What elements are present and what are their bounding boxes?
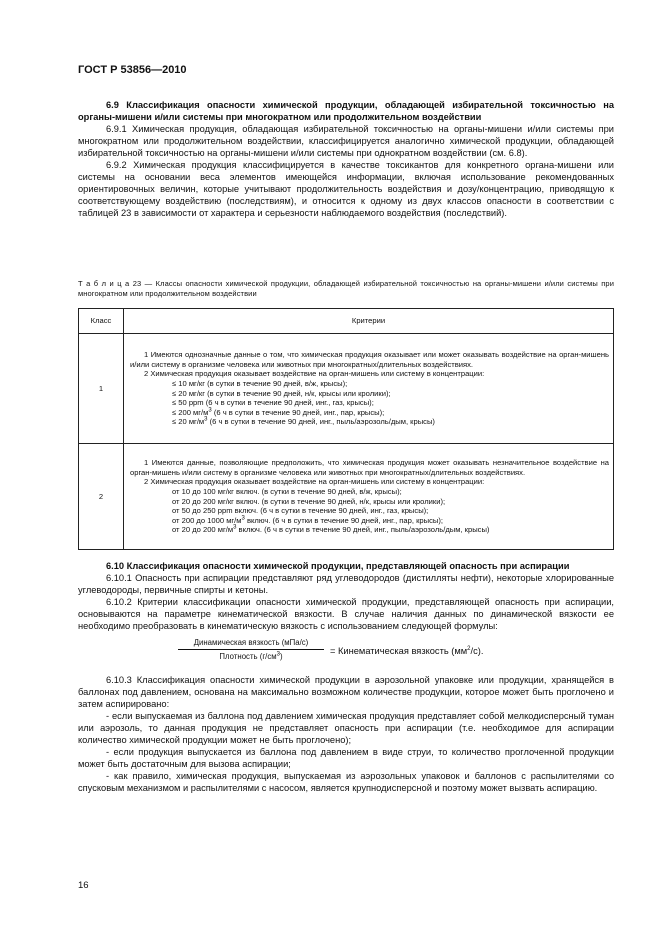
section-6-9-title: 6.9 Классификация опасности химической продукции, обладающей избирательной токсичностью на органы-мишени и/или системы при многократном или продолжительном воздействии (78, 100, 614, 122)
criteria-value: от 20 до 200 мг/кг включ. (в сутки в течение 90 дней, н/к, крысы или кролики); (172, 496, 446, 506)
class-cell: 2 (79, 444, 124, 550)
value-text: включ. (6 ч в сутки в течение 90 дней, инг., пар, крысы); (244, 515, 443, 525)
paragraph-6-9-1: 6.9.1 Химическая продукция, обладающая избирательной токсичностью на органы-мишени и/или системы при многократном или продолжительном воздействии, классифицируется аналогично химической продукции, обладающей избирательной токсичностью на органы-мишени и/или системы при однократном воздействии (см. 6.8). (78, 124, 614, 158)
viscosity-formula (78, 638, 614, 668)
superscript: 3 (241, 515, 245, 522)
value-text: (6 ч в сутки в течение 90 дней, инг., пыль/аэрозоль/дым, крысы) (207, 417, 435, 427)
criteria-value: от 10 до 100 мг/кг включ. (в сутки в течение 90 дней, в/ж, крысы); (172, 486, 402, 496)
criteria-value (130, 408, 609, 418)
value-text: включ. (6 ч в сутки в течение 90 дней, инг., пыль/аэрозоль/дым, крысы) (236, 525, 490, 535)
criteria-line: 2 Химическая продукция оказывает воздействие на орган-мишень или систему в концентрации: (144, 369, 485, 379)
class-cell: 1 (79, 334, 124, 444)
criteria-value: ≤ 10 мг/кг (в сутки в течение 90 дней, в/ж, крысы); (172, 378, 348, 388)
criteria-line: 1 Имеются однозначные данные о том, что химическая продукция оказывает или может оказывать воздействие на орган-мишень и/или систему в организме человека или животных при многократных/длительных воздействиях. (130, 350, 609, 369)
superscript: 3 (276, 651, 280, 658)
superscript: 3 (233, 524, 237, 531)
value-text: ≤ 20 мг/м (172, 417, 205, 427)
section-6-10 (78, 560, 614, 794)
column-header-criteria: Критерии (124, 309, 614, 334)
criteria-value: от 50 до 250 ppm включ. (6 ч в сутки в течение 90 дней, инг., газ, крысы); (172, 506, 429, 516)
criteria-value: ≤ 50 ppm (6 ч в сутки в течение 90 дней, инг., газ, крысы); (172, 398, 374, 408)
document-header: ГОСТ Р 53856—2010 (78, 64, 187, 76)
criteria-cell (124, 334, 614, 444)
criteria-value (130, 525, 609, 535)
bullet-item: - как правило, химическая продукция, выпускаемая из аэрозольных упаковок и баллонов с распылителями со спусковым механизмом и распылителями с насосом, является крупнодисперсной и поэтому может вызвать аспирацию. (78, 771, 614, 793)
page-number: 16 (78, 880, 89, 891)
formula-fraction (178, 638, 324, 661)
section-6-9 (78, 99, 614, 219)
result-text: = Кинематическая вязкость (мм (330, 646, 468, 656)
formula-result (330, 646, 483, 656)
criteria-value (130, 417, 609, 427)
criteria-value: ≤ 20 мг/кг (в сутки в течение 90 дней, н/к, крысы или кролики); (172, 388, 391, 398)
value-text: от 20 до 200 мг/м (172, 525, 234, 535)
formula-numerator: Динамическая вязкость (мПа/с) (178, 638, 324, 650)
table-caption: Т а б л и ц а 23 — Классы опасности химической продукции, обладающей избирательной токсичностью на органы-мишени и/или системы при многократном или продолжительном воздействии (78, 279, 614, 298)
value-text: (6 ч в сутки в течение 90 дней, инг., пар, крысы); (211, 407, 385, 417)
bullet-item: - если выпускаемая из баллона под давлением химическая продукция представляет собой мелкодисперсный туман или аэрозоль, то данная продукция не представляет опасность при аспирации (т.е. необходимое для аспирации количество химической продукции может не быть проглочено); (78, 711, 614, 745)
table-row (79, 334, 614, 444)
classification-table (78, 308, 614, 550)
criteria-line: 1 Имеются данные, позволяющие предположить, что химическая продукция может оказывать незначительное воздействие на орган-мишень и/или систему в организме человека или животных при многократных/длительных воздействиях. (130, 458, 609, 477)
criteria-line: 2 Химическая продукция оказывает воздействие на орган-мишень или систему в концентрации: (144, 477, 485, 487)
denominator-text: ) (279, 652, 283, 661)
section-6-10-title: 6.10 Классификация опасности химической продукции, представляющей опасность при аспирации (106, 561, 570, 571)
column-header-class: Класс (79, 309, 124, 334)
superscript: 3 (208, 407, 212, 414)
paragraph-6-10-3: 6.10.3 Классификация опасности химической продукции в аэрозольной упаковке или продукции, хранящейся в баллонах под давлением, основана на максимально возможном количестве продукции, которое может быть проглочено и затем аспирировано: (78, 675, 614, 709)
value-text: ≤ 200 мг/м (172, 407, 209, 417)
formula-denominator (178, 650, 324, 661)
denominator-text: Плотность (г/см (219, 652, 277, 661)
paragraph-6-10-1: 6.10.1 Опасность при аспирации представляют ряд углеводородов (дистилляты нефти), некоторые хлорированные углеводороды, первичные спирты и кетоны. (78, 573, 614, 595)
value-text: от 200 до 1000 мг/м (172, 515, 242, 525)
table-header-row (79, 309, 614, 334)
bullet-item: - если продукция выпускается из баллона под давлением в виде струи, то количество проглоченной продукции может быть достаточным для вызова аспирации; (78, 747, 614, 769)
superscript: 3 (204, 416, 208, 423)
paragraph-6-9-2: 6.9.2 Химическая продукция классифицируется в качестве токсикантов для конкретного органа-мишени или системы на основании веса элементов имеющейся информации, включая использование рекомендованных ориентировочных величин, которые учитывают продолжительность воздействия и дозу/концентрацию, приводящую к соответствующему воздействию (последствиям), и относится к одному из двух классов опасности в соответствии с таблицей 23 в зависимости от характера и серьезности наблюдаемого воздействия (последствий). (78, 160, 614, 218)
superscript: 2 (467, 645, 471, 652)
paragraph-6-10-2: 6.10.2 Критерии классификации опасности химической продукции, представляющей опасность при аспирации, основываются на параметре кинематической вязкости. В случае наличия данных по динамической вязкости ее необходимо преобразовать в кинематическую вязкость с использованием следующей формулы: (78, 597, 614, 631)
criteria-cell (124, 444, 614, 550)
criteria-value (130, 516, 609, 526)
table-row (79, 444, 614, 550)
result-text: /с). (470, 646, 484, 656)
